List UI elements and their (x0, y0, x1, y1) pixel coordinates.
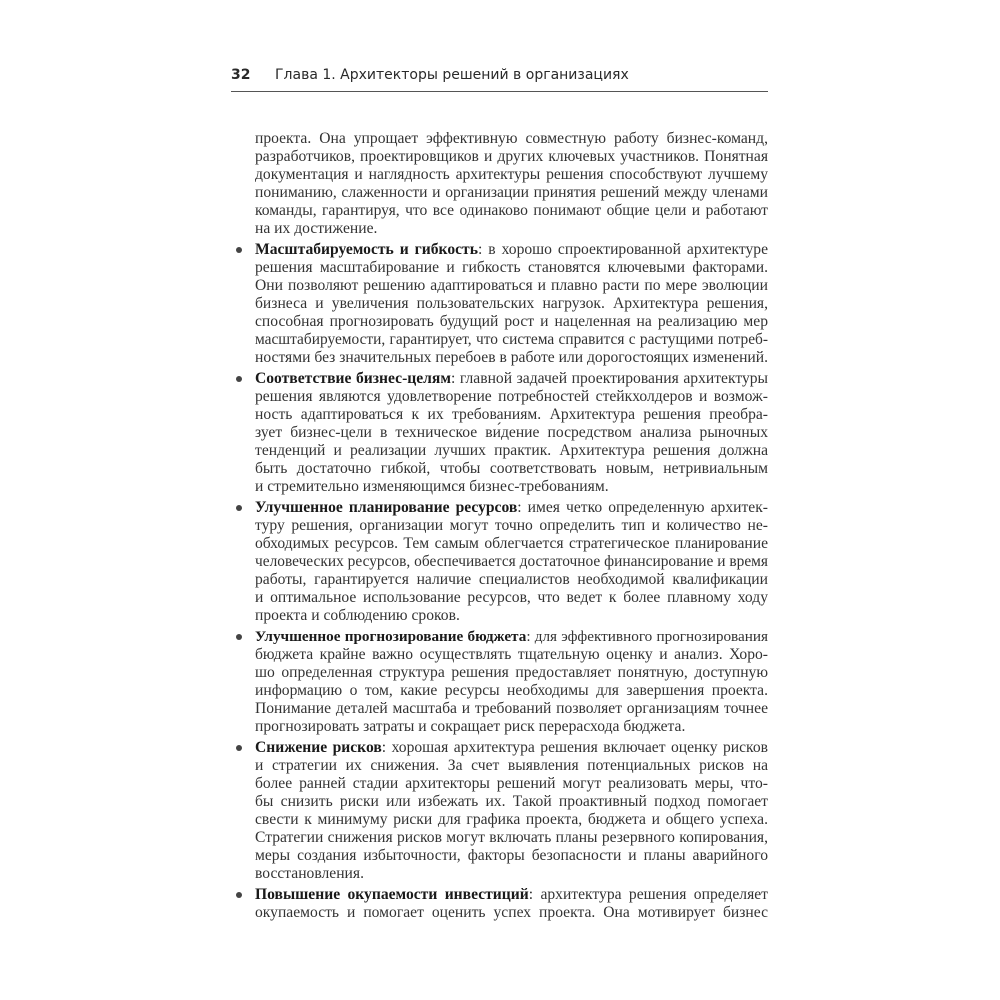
text-line (255, 739, 768, 757)
list-item-text: : главной задачей проектирования архитектуры (450, 370, 769, 387)
text-line: окупаемость и помогает оценить успех проекта. Она мотивирует бизнес (255, 904, 768, 921)
list-item (255, 886, 768, 922)
list-item-term: Соответствие бизнес-целям (255, 370, 451, 387)
text-line: работы, гарантируется наличие специалистов необходимой квалификации (255, 571, 768, 588)
text-line: и стремительно изменяющимся бизнес-требованиям. (255, 478, 609, 495)
text-line: тенденций и реализации лучших практик. Архитектура решения должна (255, 442, 768, 459)
text-line: свести к минимуму риски для графика проекта, бюджета и общего успеха. (255, 811, 768, 828)
list-item-term: Повышение окупаемости инвестиций (255, 886, 529, 903)
text-line (255, 241, 768, 259)
list-item (255, 499, 768, 625)
text-line: на их достижение. (255, 220, 378, 237)
text-line: быть достаточно гибкой, чтобы соответствовать новым, нетривиальным (255, 460, 768, 477)
bullet-icon (236, 505, 242, 511)
bullet-icon (236, 892, 242, 898)
text-line: шо определенная структура решения предоставляет понятную, доступную (255, 664, 768, 681)
text-line: команды, гарантируя, что все одинаково понимают общие цели и работают (255, 202, 768, 219)
text-line: человеческих ресурсов, обеспечивается достаточное финансирование и время (255, 553, 768, 570)
text-line: способная прогнозировать будущий рост и нацеленная на реализацию мер (255, 313, 768, 330)
page-body (255, 130, 768, 922)
text-line (255, 886, 768, 904)
list-item-term: Масштабируемость и гибкость (255, 241, 478, 258)
list-item-text: : в хорошо спроектированной архитектуре (477, 241, 768, 258)
text-line: информацию о том, какие ресурсы необходимы для завершения проекта. (255, 682, 768, 699)
bullet-list (255, 241, 768, 922)
text-line (255, 499, 768, 517)
chapter-title: Глава 1. Архитекторы решений в организациях (275, 67, 629, 83)
list-item (255, 628, 768, 736)
text-line: обходимых ресурсов. Тем самым облегчается стратегическое планирование (255, 535, 768, 552)
text-line: и стратегии их снижения. За счет выявления потенциальных рисков на (255, 757, 768, 774)
text-line: туру решения, организации могут точно определить тип и количество не- (255, 517, 768, 534)
text-line: пониманию, слаженности и организации принятия решений между членами (255, 184, 768, 201)
text-line: ность адаптироваться к их требованиям. Архитектура решения преобра- (255, 406, 768, 423)
text-line: разработчиков, проектировщиков и других ключевых участников. Понятная (255, 148, 768, 165)
list-item (255, 241, 768, 367)
text-line: проекта и соблюдению сроков. (255, 607, 460, 624)
text-line: масштабируемости, гарантирует, что система справится с растущими потреб- (255, 331, 768, 348)
text-line: восстановления. (255, 865, 364, 882)
text-line: меры создания избыточности, факторы безопасности и планы аварийного (255, 847, 768, 864)
text-line: решения масштабирование и гибкость становятся ключевыми факторами. (255, 259, 768, 276)
running-header (231, 64, 768, 92)
text-line: бы снизить риски или избежать их. Такой проактивный подход помогает (255, 793, 768, 810)
list-item-text: : архитектура решения определяет (528, 886, 768, 903)
list-item-term: Улучшенное прогнозирование бюджета (255, 628, 527, 645)
list-item-text: : имея четко определенную архитек- (517, 499, 768, 516)
text-line: Стратегии снижения рисков могут включать планы резервного копирования, (255, 829, 768, 846)
text-line: Они позволяют решению адаптироваться и плавно расти по мере эволюции (255, 277, 768, 294)
text-line: прогнозировать затраты и сокращает риск перерасхода бюджета. (255, 718, 686, 735)
text-line (255, 628, 768, 646)
text-line: ностями без значительных перебоев в работе или дорогостоящих изменений. (255, 349, 769, 366)
text-line: и оптимальное использование ресурсов, что ведет к более плавному ходу (255, 589, 768, 606)
list-item-text: : для эффективного прогнозирования (526, 628, 768, 645)
list-item-text: : хорошая архитектура решения включает оценку рисков (381, 739, 768, 756)
page-number: 32 (231, 67, 251, 83)
bullet-icon (236, 376, 242, 382)
bullet-icon (236, 634, 242, 640)
text-line: документация и наглядность архитектуры решения способствуют лучшему (255, 166, 768, 183)
text-line: бизнеса и увеличения пользовательских нагрузок. Архитектура решения, (255, 295, 768, 312)
list-item (255, 739, 768, 883)
intro-paragraph (255, 130, 768, 238)
text-line: более ранней стадии архитекторы решений могут реализовать меры, что- (255, 775, 768, 792)
bullet-icon (236, 247, 242, 253)
text-line (255, 370, 768, 388)
text-line: решения являются удовлетворение потребностей стейкхолдеров и возмож- (255, 388, 768, 405)
text-line: бюджета крайне важно осуществлять тщательную оценку и анализ. Хоро- (255, 646, 768, 663)
list-item (255, 370, 768, 496)
bullet-icon (236, 745, 242, 751)
text-line: зует бизнес-цели в техническое ви́дение посредством анализа рыночных (255, 424, 768, 441)
list-item-term: Снижение рисков (255, 739, 382, 756)
text-line: проекта. Она упрощает эффективную совместную работу бизнес-команд, (255, 130, 768, 147)
list-item-term: Улучшенное планирование ресурсов (255, 499, 518, 516)
text-line: Понимание деталей масштаба и требований позволяет организациям точнее (255, 700, 768, 717)
